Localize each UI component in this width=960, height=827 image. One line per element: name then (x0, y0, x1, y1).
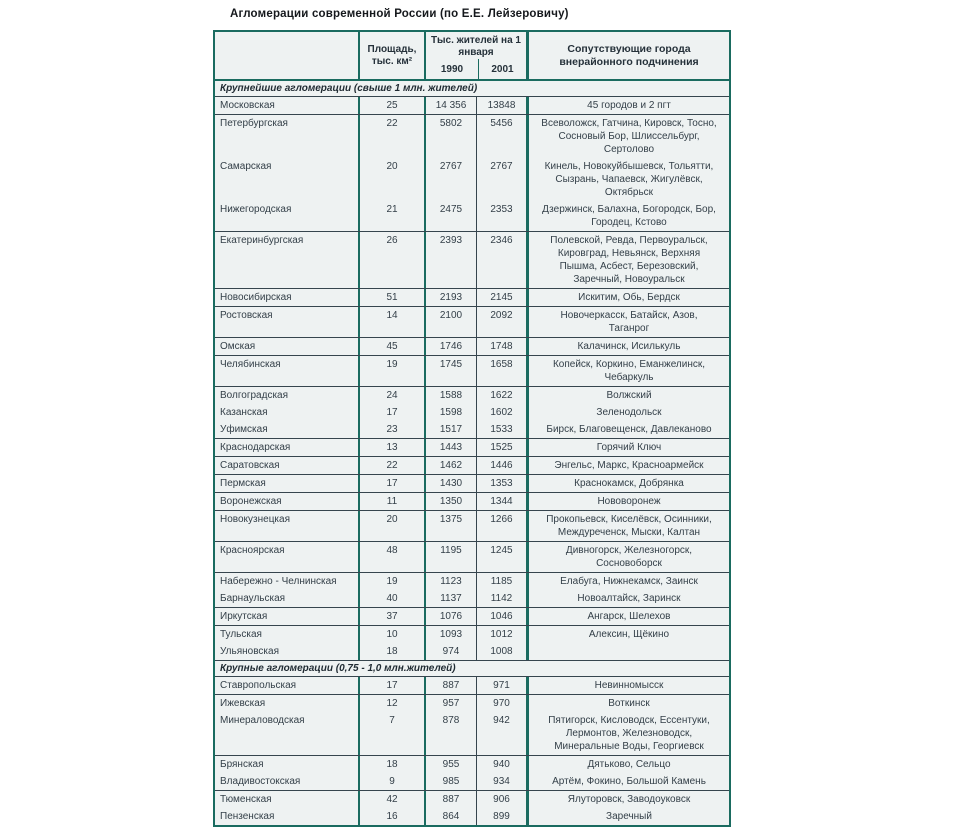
area-value: 18 (358, 643, 424, 660)
population-2001-value: 1602 (476, 404, 526, 421)
row-group (215, 511, 729, 542)
population-2001-value: 899 (476, 808, 526, 825)
table-header (215, 32, 729, 81)
agglomeration-name: Ростовская (220, 310, 273, 321)
population-1990-value: 2100 (424, 307, 476, 337)
satellite-cities: Волжский (526, 387, 729, 404)
row-group (215, 493, 729, 511)
area-value: 45 (358, 338, 424, 355)
area-value: 7 (358, 712, 424, 755)
agglomerations-table (213, 30, 731, 827)
section-header: Крупные агломерации (0,75 - 1,0 млн.жителей) (215, 661, 729, 677)
population-2001-value: 970 (476, 695, 526, 712)
agglomeration-name: Казанская (220, 407, 268, 418)
area-value: 37 (358, 608, 424, 625)
population-1990-value: 2193 (424, 289, 476, 306)
area-value: 10 (358, 626, 424, 643)
population-2001-value: 1185 (476, 573, 526, 590)
satellite-cities: Калачинск, Исилькуль (526, 338, 729, 355)
table-row (215, 808, 729, 825)
population-2001-value: 5456 (476, 115, 526, 158)
table-row (215, 338, 729, 355)
satellite-cities: 45 городов и 2 пгт (526, 97, 729, 114)
agglomeration-name: Ульяновская (220, 646, 279, 657)
satellite-cities: Прокопьевск, Киселёвск, Осинники, Междуреченск, Мыски, Калтан (526, 511, 729, 541)
population-1990-value: 1588 (424, 387, 476, 404)
column-header-population (424, 32, 526, 79)
table-row (215, 404, 729, 421)
row-group (215, 695, 729, 756)
population-1990-value: 1350 (424, 493, 476, 510)
area-value: 22 (358, 457, 424, 474)
population-2001-value: 1622 (476, 387, 526, 404)
satellite-cities: Заречный (526, 808, 729, 825)
population-1990-value: 957 (424, 695, 476, 712)
area-value: 26 (358, 232, 424, 288)
population-2001-value: 971 (476, 677, 526, 694)
population-1990-value: 1443 (424, 439, 476, 456)
row-group (215, 289, 729, 307)
population-2001-value: 1748 (476, 338, 526, 355)
row-group (215, 115, 729, 232)
area-value: 9 (358, 773, 424, 790)
table-row (215, 677, 729, 694)
population-2001-value: 1525 (476, 439, 526, 456)
population-1990-value: 1430 (424, 475, 476, 492)
population-2001-value: 940 (476, 756, 526, 773)
population-2001-value: 1142 (476, 590, 526, 607)
table-row (215, 695, 729, 712)
section-header: Крупнейшие агломерации (свыше 1 млн. жителей) (215, 81, 729, 97)
area-value: 48 (358, 542, 424, 572)
population-2001-value: 1344 (476, 493, 526, 510)
area-value: 11 (358, 493, 424, 510)
satellite-cities: Энгельс, Маркс, Красноармейск (526, 457, 729, 474)
row-group (215, 608, 729, 626)
table-row (215, 791, 729, 808)
population-2001-value: 1266 (476, 511, 526, 541)
agglomeration-name: Петербургская (220, 118, 288, 129)
row-group (215, 791, 729, 825)
area-value: 17 (358, 404, 424, 421)
agglomeration-name: Московская (220, 100, 275, 111)
column-header-area: Площадь, тыс. км² (358, 32, 424, 79)
table-row (215, 201, 729, 231)
population-1990-value: 1375 (424, 511, 476, 541)
satellite-cities: Полевской, Ревда, Первоуральск, Кировград, Невьянск, Верхняя Пышма, Асбест, Березовский, Заречный, Новоуральск (526, 232, 729, 288)
satellite-cities: Воткинск (526, 695, 729, 712)
area-value: 22 (358, 115, 424, 158)
population-1990-value: 1517 (424, 421, 476, 438)
agglomeration-name: Омская (220, 341, 256, 352)
population-1990-value: 1462 (424, 457, 476, 474)
area-value: 51 (358, 289, 424, 306)
area-value: 19 (358, 356, 424, 386)
table-row (215, 307, 729, 337)
satellite-cities: Дзержинск, Балахна, Богородск, Бор, Городец, Кстово (526, 201, 729, 231)
agglomeration-name: Ставропольская (220, 680, 297, 691)
population-1990-value: 887 (424, 677, 476, 694)
agglomeration-name: Уфимская (220, 424, 268, 435)
satellite-cities: Невинномысск (526, 677, 729, 694)
satellite-cities: Нововоронеж (526, 493, 729, 510)
satellite-cities: Алексин, Щёкино (526, 626, 729, 643)
population-2001-value: 1046 (476, 608, 526, 625)
row-group (215, 338, 729, 356)
agglomeration-name: Минераловодская (220, 715, 305, 726)
satellite-cities (526, 643, 729, 660)
table-row (215, 158, 729, 201)
column-header-1990: 1990 (440, 63, 464, 75)
column-header-years (426, 59, 526, 79)
population-1990-value: 1598 (424, 404, 476, 421)
table-row (215, 756, 729, 773)
table-row (215, 97, 729, 114)
table-body (215, 81, 729, 825)
table-row (215, 608, 729, 625)
agglomeration-name: Брянская (220, 759, 264, 770)
table-row (215, 626, 729, 643)
agglomeration-name: Пензенская (220, 811, 275, 822)
table-row (215, 542, 729, 572)
area-value: 25 (358, 97, 424, 114)
agglomeration-name: Челябинская (220, 359, 281, 370)
table-row (215, 475, 729, 492)
satellite-cities: Кинель, Новокуйбышевск, Тольятти, Сызрань, Чапаевск, Жигулёвск, Октябрьск (526, 158, 729, 201)
area-value: 17 (358, 677, 424, 694)
satellite-cities: Горячий Ключ (526, 439, 729, 456)
population-1990-value: 878 (424, 712, 476, 755)
area-value: 23 (358, 421, 424, 438)
satellite-cities: Бирск, Благовещенск, Давлеканово (526, 421, 729, 438)
population-2001-value: 2092 (476, 307, 526, 337)
population-2001-value: 1446 (476, 457, 526, 474)
population-1990-value: 1123 (424, 573, 476, 590)
area-value: 17 (358, 475, 424, 492)
agglomeration-name: Пермская (220, 478, 266, 489)
population-1990-value: 1137 (424, 590, 476, 607)
agglomeration-name: Екатеринбургская (220, 235, 304, 246)
agglomeration-name: Новосибирская (220, 292, 292, 303)
table-row (215, 289, 729, 306)
table-row (215, 590, 729, 607)
row-group (215, 356, 729, 387)
area-value: 19 (358, 573, 424, 590)
area-value: 13 (358, 439, 424, 456)
agglomeration-name: Краснодарская (220, 442, 291, 453)
area-value: 14 (358, 307, 424, 337)
population-1990-value: 5802 (424, 115, 476, 158)
population-2001-value: 906 (476, 791, 526, 808)
agglomeration-name: Саратовская (220, 460, 280, 471)
table-row (215, 387, 729, 404)
satellite-cities: Краснокамск, Добрянка (526, 475, 729, 492)
agglomeration-name: Новокузнецкая (220, 514, 290, 525)
population-1990-value: 2475 (424, 201, 476, 231)
table-row (215, 115, 729, 158)
area-value: 20 (358, 511, 424, 541)
population-1990-value: 985 (424, 773, 476, 790)
population-1990-value: 2393 (424, 232, 476, 288)
table-row (215, 643, 729, 660)
population-2001-value: 934 (476, 773, 526, 790)
population-1990-value: 1195 (424, 542, 476, 572)
area-value: 12 (358, 695, 424, 712)
satellite-cities: Копейск, Коркино, Еманжелинск, Чебаркуль (526, 356, 729, 386)
agglomeration-name: Набережно - Челнинская (220, 576, 337, 587)
table-row (215, 356, 729, 386)
satellite-cities: Елабуга, Нижнекамск, Заинск (526, 573, 729, 590)
table-row (215, 712, 729, 755)
satellite-cities: Искитим, Обь, Бердск (526, 289, 729, 306)
agglomeration-name: Нижегородская (220, 204, 292, 215)
row-group (215, 307, 729, 338)
population-1990-value: 2767 (424, 158, 476, 201)
table-row (215, 232, 729, 288)
area-value: 20 (358, 158, 424, 201)
population-2001-value: 2346 (476, 232, 526, 288)
satellite-cities: Зеленодольск (526, 404, 729, 421)
area-value: 24 (358, 387, 424, 404)
satellite-cities: Дивногорск, Железногорск, Сосновоборск (526, 542, 729, 572)
area-value: 40 (358, 590, 424, 607)
population-2001-value: 1658 (476, 356, 526, 386)
agglomeration-name: Иркутская (220, 611, 268, 622)
row-group (215, 439, 729, 457)
table-row (215, 457, 729, 474)
area-value: 21 (358, 201, 424, 231)
row-group (215, 232, 729, 289)
population-2001-value: 2767 (476, 158, 526, 201)
agglomeration-name: Воронежская (220, 496, 282, 507)
area-value: 16 (358, 808, 424, 825)
row-group (215, 626, 729, 661)
row-group (215, 756, 729, 791)
agglomeration-name: Тульская (220, 629, 262, 640)
satellite-cities: Артём, Фокино, Большой Камень (526, 773, 729, 790)
population-2001-value: 1245 (476, 542, 526, 572)
population-1990-value: 1093 (424, 626, 476, 643)
satellite-cities: Новоалтайск, Заринск (526, 590, 729, 607)
population-2001-value: 1533 (476, 421, 526, 438)
agglomeration-name: Владивостокская (220, 776, 301, 787)
row-group (215, 457, 729, 475)
area-value: 18 (358, 756, 424, 773)
population-2001-value: 13848 (476, 97, 526, 114)
population-1990-value: 887 (424, 791, 476, 808)
satellite-cities: Всеволожск, Гатчина, Кировск, Тосно, Сосновый Бор, Шлиссельбург, Сертолово (526, 115, 729, 158)
population-1990-value: 955 (424, 756, 476, 773)
population-2001-value: 1353 (476, 475, 526, 492)
agglomeration-name: Ижевская (220, 698, 266, 709)
population-1990-value: 1746 (424, 338, 476, 355)
satellite-cities: Ялуторовск, Заводоуковск (526, 791, 729, 808)
table-row (215, 511, 729, 541)
column-header-population-label: Тыс. жителей на 1 января (431, 35, 521, 58)
population-1990-value: 14 356 (424, 97, 476, 114)
population-2001-value: 2353 (476, 201, 526, 231)
page-title: Агломерации современной России (по Е.Е. Лейзеровичу) (230, 8, 569, 20)
agglomeration-name: Тюменская (220, 794, 272, 805)
population-2001-value: 1008 (476, 643, 526, 660)
area-value: 42 (358, 791, 424, 808)
column-header-2001: 2001 (478, 59, 526, 79)
row-group (215, 573, 729, 608)
population-1990-value: 1745 (424, 356, 476, 386)
agglomeration-name: Волгоградская (220, 390, 289, 401)
row-group (215, 475, 729, 493)
column-header-name (215, 32, 358, 79)
agglomeration-name: Самарская (220, 161, 272, 172)
table-row (215, 573, 729, 590)
population-2001-value: 1012 (476, 626, 526, 643)
row-group (215, 677, 729, 695)
table-row (215, 773, 729, 790)
agglomeration-name: Красноярская (220, 545, 285, 556)
satellite-cities: Новочеркасск, Батайск, Азов, Таганрог (526, 307, 729, 337)
satellite-cities: Пятигорск, Кисловодск, Ессентуки, Лермонтов, Железноводск, Минеральные Воды, Георгиевск (526, 712, 729, 755)
table-row (215, 493, 729, 510)
population-1990-value: 1076 (424, 608, 476, 625)
satellite-cities: Ангарск, Шелехов (526, 608, 729, 625)
agglomeration-name: Барнаульская (220, 593, 286, 604)
row-group (215, 387, 729, 439)
population-1990-value: 974 (424, 643, 476, 660)
table-row (215, 439, 729, 456)
satellite-cities: Дятьково, Сельцо (526, 756, 729, 773)
population-2001-value: 2145 (476, 289, 526, 306)
column-header-satellites: Сопутствующие города внерайонного подчинения (526, 32, 729, 79)
table-row (215, 421, 729, 438)
row-group (215, 542, 729, 573)
row-group (215, 97, 729, 115)
population-2001-value: 942 (476, 712, 526, 755)
population-1990-value: 864 (424, 808, 476, 825)
